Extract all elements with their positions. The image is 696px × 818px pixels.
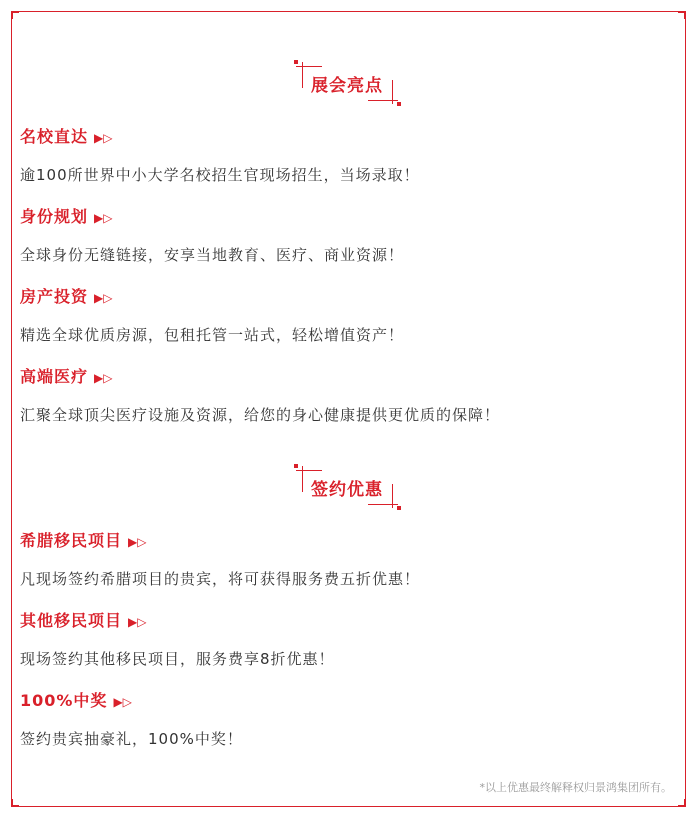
item-text-medical: 汇聚全球顶尖医疗设施及资源，给您的身心健康提供更优质的保障！	[20, 406, 501, 424]
frame-corner-bottom-right	[678, 799, 686, 807]
item-heading-greece: 希腊移民项目 ▶▷	[20, 531, 147, 550]
title-deco-line	[296, 66, 322, 67]
play-arrows-icon: ▶▷	[94, 371, 113, 385]
title-deco-square	[294, 464, 298, 468]
item-heading-other: 其他移民项目 ▶▷	[20, 611, 147, 630]
item-text-identity: 全球身份无缝链接，安享当地教育、医疗、商业资源！	[20, 246, 405, 264]
section-title-text: 签约优惠	[311, 480, 383, 500]
item-heading-property: 房产投资 ▶▷	[20, 287, 113, 306]
title-deco-line	[296, 470, 322, 471]
frame-corner-bottom-left	[11, 799, 19, 807]
play-arrows-icon: ▶▷	[94, 131, 113, 145]
item-heading-schools: 名校直达 ▶▷	[20, 127, 113, 146]
title-deco-line	[368, 100, 398, 101]
item-heading-prize: 100%中奖 ▶▷	[20, 691, 132, 710]
frame-corner-top-left	[11, 11, 19, 19]
title-deco-square	[397, 506, 401, 510]
play-arrows-icon: ▶▷	[128, 535, 147, 549]
play-arrows-icon: ▶▷	[94, 291, 113, 305]
item-text-property: 精选全球优质房源，包租托管一站式，轻松增值资产！	[20, 326, 405, 344]
item-heading-identity: 身份规划 ▶▷	[20, 207, 113, 226]
item-heading-medical: 高端医疗 ▶▷	[20, 367, 113, 386]
title-deco-line	[392, 484, 393, 508]
play-arrows-icon: ▶▷	[113, 695, 132, 709]
item-text-greece: 凡现场签约希腊项目的贵宾，将可获得服务费五折优惠！	[20, 570, 421, 588]
title-deco-line	[368, 504, 398, 505]
footnote: *以上优惠最终解释权归景鸿集团所有。	[479, 781, 672, 794]
title-deco-line	[302, 466, 303, 492]
title-deco-line	[392, 80, 393, 104]
section-title-highlights	[292, 58, 402, 108]
item-text-prize: 签约贵宾抽豪礼，100%中奖！	[20, 730, 243, 748]
section-title-text: 展会亮点	[311, 76, 383, 96]
item-text-other: 现场签约其他移民项目，服务费享8折优惠！	[20, 650, 335, 668]
play-arrows-icon: ▶▷	[128, 615, 147, 629]
title-deco-square	[294, 60, 298, 64]
title-deco-square	[397, 102, 401, 106]
item-text-schools: 逾100所世界中小大学名校招生官现场招生，当场录取！	[20, 166, 420, 184]
title-deco-line	[302, 62, 303, 88]
frame-corner-top-right	[678, 11, 686, 19]
play-arrows-icon: ▶▷	[94, 211, 113, 225]
section-title-offers	[292, 462, 402, 512]
